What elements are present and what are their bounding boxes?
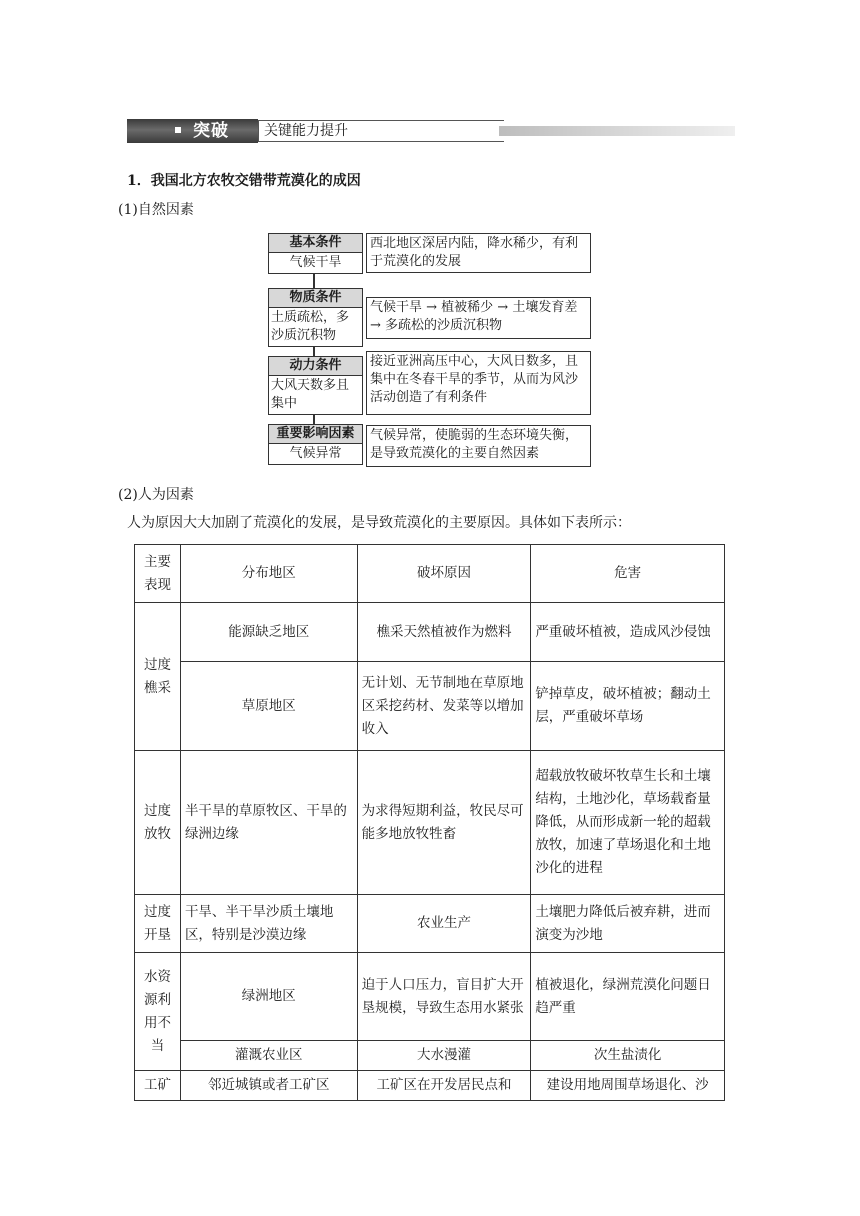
header-cell: 分布地区	[180, 545, 357, 603]
table-cell: 植被退化，绿洲荒漠化问题日趋严重	[531, 953, 725, 1041]
factor-head: 基本条件	[269, 234, 362, 253]
factor-box-important	[268, 424, 363, 465]
section-title: 1．我国北方农牧交错带荒漠化的成因	[127, 173, 361, 189]
table-cell: 半干旱的草原牧区、干旱的绿洲边缘	[180, 751, 357, 895]
factor-body: 气候异常	[289, 446, 342, 461]
table-cell: 建设用地周围草场退化、沙	[531, 1071, 725, 1101]
header-cell: 危害	[531, 545, 725, 603]
connector-line	[313, 273, 315, 288]
connector-line	[313, 346, 315, 356]
factor-box-basic	[268, 233, 363, 274]
table-row	[135, 751, 725, 895]
table-cell: 大水漫灌	[357, 1041, 531, 1071]
table-cell: 过度放牧	[135, 751, 181, 895]
table-cell: 灌溉农业区	[180, 1041, 357, 1071]
table-cell: 草原地区	[180, 662, 357, 751]
table-cell: 过度开垦	[135, 895, 181, 953]
table-cell: 水资源利用不当	[135, 953, 181, 1071]
factor-body: 土质疏松，多沙质沉积物	[271, 310, 350, 343]
table-row	[135, 953, 725, 1041]
table-cell: 迫于人口压力，盲目扩大开垦规模，导致生态用水紧张	[357, 953, 531, 1041]
human-factors-intro: 人为原因大大加剧了荒漠化的发展，是导致荒漠化的主要原因。具体如下表所示：	[127, 515, 631, 531]
factor-desc: 气候干旱 → 植被稀少 → 土壤发育差 → 多疏松的沙质沉积物	[366, 297, 591, 339]
table-cell: 绿洲地区	[180, 953, 357, 1041]
banner-subtitle: 关键能力提升	[258, 120, 504, 142]
table-cell: 工矿区在开发居民点和	[357, 1071, 531, 1101]
table-cell: 为求得短期利益，牧民尽可能多地放牧牲畜	[357, 751, 531, 895]
factor-head: 物质条件	[269, 289, 362, 308]
connector-line	[313, 414, 315, 424]
table-cell: 工矿	[135, 1071, 181, 1101]
table-cell: 农业生产	[357, 895, 531, 953]
table-cell: 干旱、半干旱沙质土壤地区，特别是沙漠边缘	[180, 895, 357, 953]
table-cell: 土壤肥力降低后被弃耕，进而演变为沙地	[531, 895, 725, 953]
square-bullet-icon	[175, 127, 181, 133]
header-cell: 破坏原因	[357, 545, 531, 603]
table-cell: 超载放牧破坏牧草生长和土壤结构，土地沙化，草场载畜量降低，从而形成新一轮的超载放牧，加速了草场退化和土地沙化的进程	[531, 751, 725, 895]
section-banner	[127, 119, 735, 143]
factor-box-dynamic	[268, 356, 363, 415]
table-cell: 无计划、无节制地在草原地区采挖药材、发菜等以增加收入	[357, 662, 531, 751]
factor-desc: 接近亚洲高压中心，大风日数多，且集中在冬春干旱的季节，从而为风沙活动创造了有利条件	[366, 351, 591, 415]
factor-body: 气候干旱	[289, 255, 342, 270]
banner-title: 突破	[193, 121, 229, 141]
table-row	[135, 603, 725, 662]
table-row	[135, 1071, 725, 1101]
banner-fade-bar	[499, 126, 735, 136]
factor-box-material	[268, 288, 363, 347]
human-factors-heading: (2)人为因素	[118, 487, 194, 503]
factor-head: 重要影响因素	[269, 425, 362, 444]
factor-desc: 气候异常，使脆弱的生态环境失衡，是导致荒漠化的主要自然因素	[366, 425, 591, 467]
table-header-row	[135, 545, 725, 603]
table-cell: 严重破坏植被，造成风沙侵蚀	[531, 603, 725, 662]
table-cell: 次生盐渍化	[531, 1041, 725, 1071]
factor-head: 动力条件	[269, 357, 362, 376]
table-cell: 樵采天然植被作为燃料	[357, 603, 531, 662]
factor-desc: 西北地区深居内陆，降水稀少，有利于荒漠化的发展	[366, 233, 591, 273]
header-cell: 主要表现	[135, 545, 181, 603]
table-row	[135, 1041, 725, 1071]
table-row	[135, 662, 725, 751]
factor-body: 大风天数多且集中	[271, 378, 350, 411]
table-cell: 邻近城镇或者工矿区	[180, 1071, 357, 1101]
table-cell: 铲掉草皮，破坏植被；翻动土层，严重破坏草场	[531, 662, 725, 751]
human-factors-table	[134, 544, 725, 1101]
natural-factors-heading: (1)自然因素	[118, 202, 194, 218]
table-cell: 过度樵采	[135, 603, 181, 751]
table-cell: 能源缺乏地区	[180, 603, 357, 662]
table-row	[135, 895, 725, 953]
